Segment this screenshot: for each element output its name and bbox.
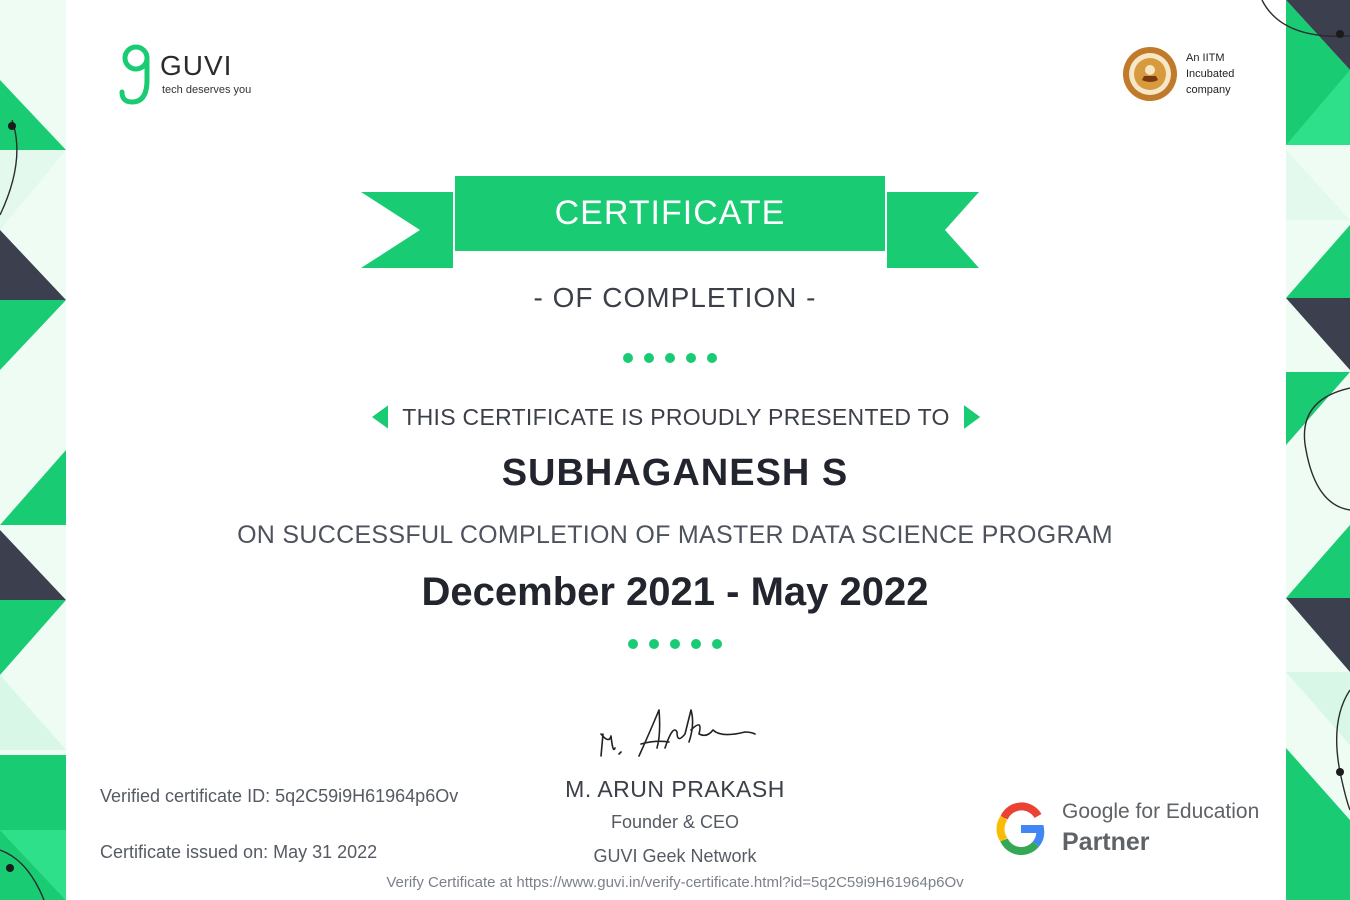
certificate-title: CERTIFICATE xyxy=(455,176,885,251)
presented-to-label: THIS CERTIFICATE IS PROUDLY PRESENTED TO xyxy=(402,403,950,430)
certificate-id: Verified certificate ID: 5q2C59i9H61964p6Ov xyxy=(100,786,459,806)
signatory-organization: GUVI Geek Network xyxy=(593,846,757,866)
guvi-logo xyxy=(118,40,278,110)
google-g-icon xyxy=(994,802,1048,856)
signatory-name: M. ARUN PRAKASH xyxy=(565,776,785,802)
google-partner-line1: Google for Education xyxy=(1062,800,1260,823)
arrow-right-icon xyxy=(964,401,980,433)
recipient-name: SUBHAGANESH S xyxy=(501,452,849,494)
iitm-line-1: An IITM xyxy=(1186,52,1225,64)
google-partner-line2: Partner xyxy=(1062,828,1150,856)
guvi-tagline: tech deserves you xyxy=(162,84,252,96)
arrow-left-icon xyxy=(372,401,388,433)
iitm-badge xyxy=(1122,46,1252,106)
verify-link[interactable]: Verify Certificate at https://www.guvi.in/verify-certificate.html?id=5q2C59i9H61964p6Ov xyxy=(386,874,964,891)
iitm-text xyxy=(1186,50,1256,98)
iitm-line-2: Incubated xyxy=(1186,68,1235,80)
divider-dots-top xyxy=(623,353,717,363)
program-description: ON SUCCESSFUL COMPLETION OF MASTER DATA SCIENCE PROGRAM xyxy=(237,521,1113,549)
iitm-line-3: company xyxy=(1186,84,1231,96)
certificate-subtitle: - OF COMPLETION - xyxy=(533,282,817,313)
signature-image xyxy=(595,704,760,766)
issue-date: Certificate issued on: May 31 2022 xyxy=(100,842,378,862)
guvi-logo-icon xyxy=(118,40,154,106)
divider-dots-bottom xyxy=(628,639,722,649)
iitm-seal-icon xyxy=(1122,46,1178,102)
google-education-partner-badge xyxy=(994,798,1264,860)
program-period: December 2021 - May 2022 xyxy=(421,570,929,614)
guvi-wordmark: GUVI xyxy=(160,50,233,81)
presented-to-row xyxy=(372,400,980,434)
signatory-role: Founder & CEO xyxy=(610,812,740,832)
